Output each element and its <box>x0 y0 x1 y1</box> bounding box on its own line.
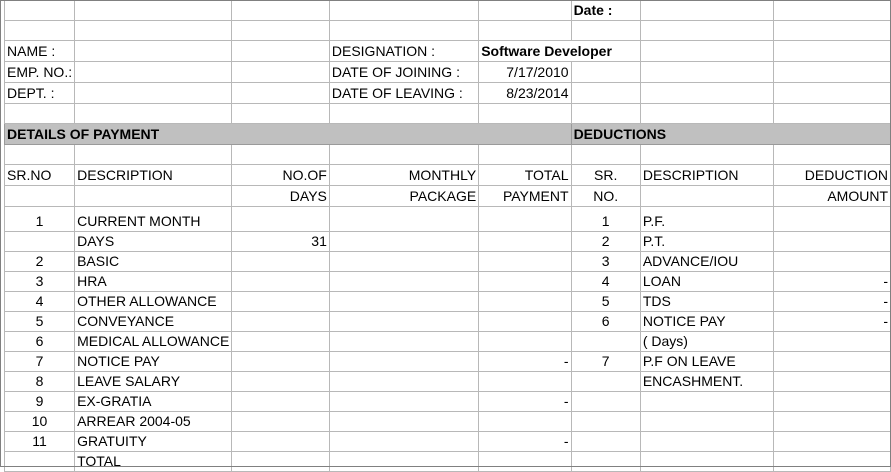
row-deduction-amount[interactable]: - <box>774 272 891 292</box>
date-label[interactable]: Date : <box>571 1 640 21</box>
row-monthly-package[interactable] <box>329 272 478 292</box>
col-amount[interactable]: AMOUNT <box>774 186 891 207</box>
row-total-payment[interactable] <box>479 372 571 392</box>
row-monthly-package[interactable] <box>329 392 478 412</box>
table-row <box>5 332 891 352</box>
row-total-payment[interactable]: - <box>479 392 571 412</box>
row-days[interactable] <box>232 392 330 412</box>
row-days[interactable] <box>232 312 330 332</box>
table-row <box>5 392 891 412</box>
row-description[interactable]: BASIC <box>75 252 232 272</box>
dept-value[interactable] <box>75 83 232 104</box>
row-deduction-sr-no[interactable]: 3 <box>571 252 640 272</box>
row-monthly-package[interactable] <box>329 432 478 452</box>
row-deduction-amount[interactable] <box>774 372 891 392</box>
row-deduction-description[interactable]: LOAN <box>640 272 774 292</box>
table-row <box>5 232 891 252</box>
row-monthly-package[interactable] <box>329 412 478 432</box>
row-total-payment[interactable] <box>479 207 571 232</box>
row-deduction-description[interactable]: ENCASHMENT. <box>640 372 774 392</box>
row-total-payment[interactable] <box>479 412 571 432</box>
emp-no-label[interactable]: EMP. NO.: <box>5 62 75 83</box>
col-payment[interactable]: PAYMENT <box>479 186 571 207</box>
row-monthly-package[interactable] <box>329 207 478 232</box>
row-blank <box>5 104 891 124</box>
date-of-leaving-label[interactable]: DATE OF LEAVING : <box>329 83 478 104</box>
row-days[interactable] <box>232 292 330 312</box>
row-dept <box>5 83 891 104</box>
row-total-payment[interactable] <box>479 232 571 252</box>
col-no-of[interactable]: NO.OF <box>232 165 330 186</box>
row-total-payment[interactable] <box>479 252 571 272</box>
table-row <box>5 452 891 472</box>
col-deduction[interactable]: DEDUCTION <box>774 165 891 186</box>
row-blank <box>5 145 891 165</box>
row-description[interactable]: DAYS <box>75 232 232 252</box>
col-sr-no[interactable]: SR.NO <box>5 165 75 186</box>
row-deduction-amount[interactable] <box>774 412 891 432</box>
row-deduction-sr-no[interactable] <box>571 432 640 452</box>
row-deduction-description[interactable] <box>640 412 774 432</box>
row-sr-no[interactable]: 3 <box>5 272 75 292</box>
row-days[interactable] <box>232 207 330 232</box>
row-description[interactable]: OTHER ALLOWANCE <box>75 292 232 312</box>
row-deduction-description[interactable] <box>640 432 774 452</box>
row-deduction-description[interactable] <box>640 452 774 472</box>
row-blank <box>5 21 891 41</box>
row-deduction-sr-no[interactable]: 2 <box>571 232 640 252</box>
name-label[interactable]: NAME : <box>5 41 75 62</box>
row-total-payment[interactable] <box>479 452 571 472</box>
row-deduction-amount[interactable] <box>774 332 891 352</box>
row-days[interactable] <box>232 452 330 472</box>
row-description[interactable]: CURRENT MONTH <box>75 207 232 232</box>
col-ded-description[interactable]: DESCRIPTION <box>640 165 774 186</box>
col-monthly[interactable]: MONTHLY <box>329 165 478 186</box>
row-days[interactable]: 31 <box>232 232 330 252</box>
designation-label[interactable]: DESIGNATION : <box>329 41 478 62</box>
row-deduction-sr-no[interactable]: 7 <box>571 352 640 372</box>
col-ded-sr[interactable]: SR. <box>571 165 640 186</box>
row-sr-no[interactable]: 2 <box>5 252 75 272</box>
row-deduction-sr-no[interactable] <box>571 332 640 352</box>
row-description[interactable]: MEDICAL ALLOWANCE <box>75 332 232 352</box>
row-deduction-description[interactable]: P.F. <box>640 207 774 232</box>
row-sr-no[interactable]: 11 <box>5 432 75 452</box>
row-deduction-amount[interactable] <box>774 432 891 452</box>
row-total-payment[interactable] <box>479 332 571 352</box>
row-monthly-package[interactable] <box>329 352 478 372</box>
row-description[interactable]: EX-GRATIA <box>75 392 232 412</box>
row-date <box>5 1 891 21</box>
row-days[interactable] <box>232 252 330 272</box>
col-ded-no[interactable]: NO. <box>571 186 640 207</box>
table-row <box>5 432 891 452</box>
name-value[interactable] <box>75 41 232 62</box>
row-deduction-description[interactable]: TDS <box>640 292 774 312</box>
dept-label[interactable]: DEPT. : <box>5 83 75 104</box>
row-total-payment[interactable]: - <box>479 352 571 372</box>
row-sr-no[interactable]: 4 <box>5 292 75 312</box>
row-deduction-description[interactable]: ADVANCE/IOU <box>640 252 774 272</box>
row-deduction-amount[interactable] <box>774 452 891 472</box>
row-deduction-amount[interactable] <box>774 352 891 372</box>
row-total-payment[interactable]: - <box>479 432 571 452</box>
row-monthly-package[interactable] <box>329 372 478 392</box>
row-sr-no[interactable]: 1 <box>5 207 75 232</box>
detail-rows <box>5 207 891 472</box>
row-description[interactable]: ARREAR 2004-05 <box>75 412 232 432</box>
column-header-row-2 <box>5 186 891 207</box>
row-monthly-package[interactable] <box>329 452 478 472</box>
row-deduction-amount[interactable] <box>774 232 891 252</box>
row-deduction-amount[interactable]: - <box>774 312 891 332</box>
row-monthly-package[interactable] <box>329 292 478 312</box>
row-deduction-sr-no[interactable] <box>571 392 640 412</box>
row-sr-no[interactable] <box>5 232 75 252</box>
col-description[interactable]: DESCRIPTION <box>75 165 232 186</box>
designation-value[interactable]: Software Developer <box>479 41 641 62</box>
section-header-row <box>5 124 891 145</box>
row-deduction-description[interactable]: P.F ON LEAVE <box>640 352 774 372</box>
row-emp-no <box>5 62 891 83</box>
table-row <box>5 352 891 372</box>
row-days[interactable] <box>232 412 330 432</box>
row-monthly-package[interactable] <box>329 332 478 352</box>
row-sr-no[interactable]: 5 <box>5 312 75 332</box>
row-name <box>5 41 891 62</box>
row-deduction-description[interactable]: ( Days) <box>640 332 774 352</box>
col-package[interactable]: PACKAGE <box>329 186 478 207</box>
row-sr-no[interactable]: 10 <box>5 412 75 432</box>
row-description[interactable]: GRATUITY <box>75 432 232 452</box>
row-deduction-amount[interactable] <box>774 207 891 232</box>
row-deduction-sr-no[interactable]: 6 <box>571 312 640 332</box>
row-days[interactable] <box>232 372 330 392</box>
row-sr-no[interactable]: 7 <box>5 352 75 372</box>
row-days[interactable] <box>232 352 330 372</box>
row-description[interactable]: HRA <box>75 272 232 292</box>
table-row <box>5 292 891 312</box>
deductions-section-title[interactable]: DEDUCTIONS <box>571 124 890 145</box>
row-deduction-sr-no[interactable] <box>571 372 640 392</box>
row-monthly-package[interactable] <box>329 312 478 332</box>
col-days[interactable]: DAYS <box>232 186 330 207</box>
row-deduction-description[interactable] <box>640 392 774 412</box>
row-deduction-amount[interactable] <box>774 392 891 412</box>
row-description[interactable]: TOTAL <box>75 452 232 472</box>
table-row <box>5 272 891 292</box>
row-sr-no[interactable] <box>5 452 75 472</box>
table-row <box>5 412 891 432</box>
emp-no-value[interactable] <box>75 62 232 83</box>
col-total[interactable]: TOTAL <box>479 165 571 186</box>
date-of-leaving-value[interactable]: 8/23/2014 <box>479 83 571 104</box>
row-days[interactable] <box>232 272 330 292</box>
row-days[interactable] <box>232 332 330 352</box>
row-description[interactable]: CONVEYANCE <box>75 312 232 332</box>
date-value[interactable] <box>640 1 774 21</box>
row-monthly-package[interactable] <box>329 252 478 272</box>
row-deduction-sr-no[interactable]: 4 <box>571 272 640 292</box>
row-deduction-sr-no[interactable]: 5 <box>571 292 640 312</box>
row-deduction-amount[interactable]: - <box>774 292 891 312</box>
table-row <box>5 312 891 332</box>
row-sr-no[interactable]: 6 <box>5 332 75 352</box>
column-header-row-1 <box>5 165 891 186</box>
row-description[interactable]: NOTICE PAY <box>75 352 232 372</box>
table-row <box>5 372 891 392</box>
date-of-joining-value[interactable]: 7/17/2010 <box>479 62 571 83</box>
row-deduction-sr-no[interactable] <box>571 412 640 432</box>
row-deduction-amount[interactable] <box>774 252 891 272</box>
row-monthly-package[interactable] <box>329 232 478 252</box>
row-total-payment[interactable] <box>479 292 571 312</box>
table-row <box>5 252 891 272</box>
row-sr-no[interactable]: 9 <box>5 392 75 412</box>
row-description[interactable]: LEAVE SALARY <box>75 372 232 392</box>
row-deduction-sr-no[interactable] <box>571 452 640 472</box>
row-days[interactable] <box>232 432 330 452</box>
payslip-sheet <box>4 0 891 472</box>
payment-section-title[interactable]: DETAILS OF PAYMENT <box>5 124 572 145</box>
table-row <box>5 207 891 232</box>
row-sr-no[interactable]: 8 <box>5 372 75 392</box>
row-total-payment[interactable] <box>479 312 571 332</box>
row-deduction-description[interactable]: P.T. <box>640 232 774 252</box>
row-total-payment[interactable] <box>479 272 571 292</box>
row-deduction-sr-no[interactable]: 1 <box>571 207 640 232</box>
row-deduction-description[interactable]: NOTICE PAY <box>640 312 774 332</box>
date-of-joining-label[interactable]: DATE OF JOINING : <box>329 62 478 83</box>
